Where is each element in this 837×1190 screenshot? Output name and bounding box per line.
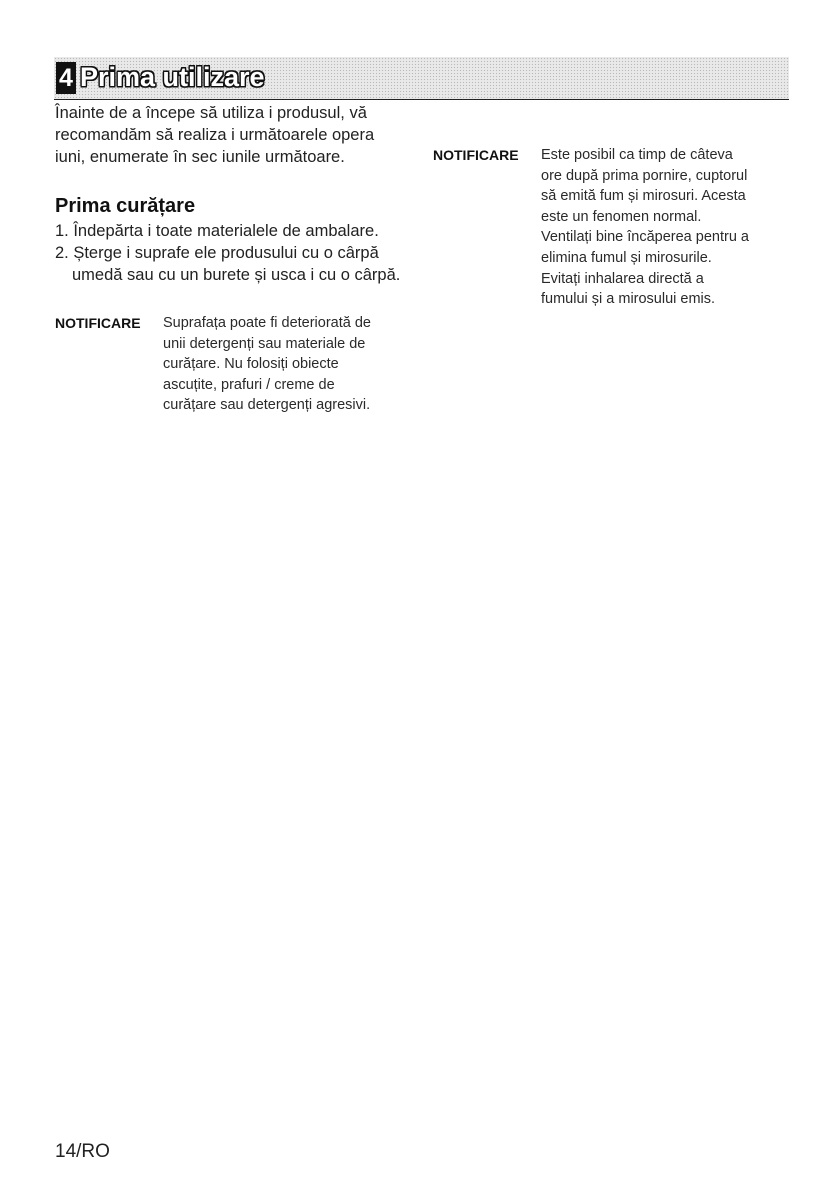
list-item: 1. Îndepărta i toate materialele de ambalare. xyxy=(55,222,379,240)
section-header xyxy=(54,57,789,100)
notice-label: NOTIFICARE xyxy=(433,147,519,163)
notice-text: Suprafața poate fi deteriorată de unii detergenți sau materiale de curățare. Nu folosiți obiecte ascuțite, prafuri / creme de curățare sau detergenți agresivi. xyxy=(163,315,371,414)
cleaning-heading: Prima curățare xyxy=(55,195,196,217)
section-number-badge: 4 xyxy=(56,62,76,94)
section-title: Prima utilizare xyxy=(80,62,265,92)
page-number: 14/RO xyxy=(55,1141,110,1162)
notice-text: Este posibil ca timp de câteva ore după prima pornire, cuptorul să emită fum și mirosuri. Acesta este un fenomen normal. Ventilați bine încăperea pentru a elimina fumul și mirosurile. Evitați inhalarea directă a fumului și a mirosului emis. xyxy=(541,147,749,308)
cleaning-notice xyxy=(55,313,383,416)
notice-label: NOTIFICARE xyxy=(55,315,141,331)
first-use-notice xyxy=(433,145,753,310)
intro-paragraph: Înainte de a începe să utiliza i produsul, vă recomandăm să realiza i următoarele opera iuni, enumerate în sec iunile următoare. xyxy=(55,104,375,166)
cleaning-steps-list xyxy=(55,220,405,286)
list-item: 2. Șterge i suprafe ele produsului cu o cârpă umedă sau cu un burete și usca i cu o cârpă. xyxy=(55,244,401,284)
